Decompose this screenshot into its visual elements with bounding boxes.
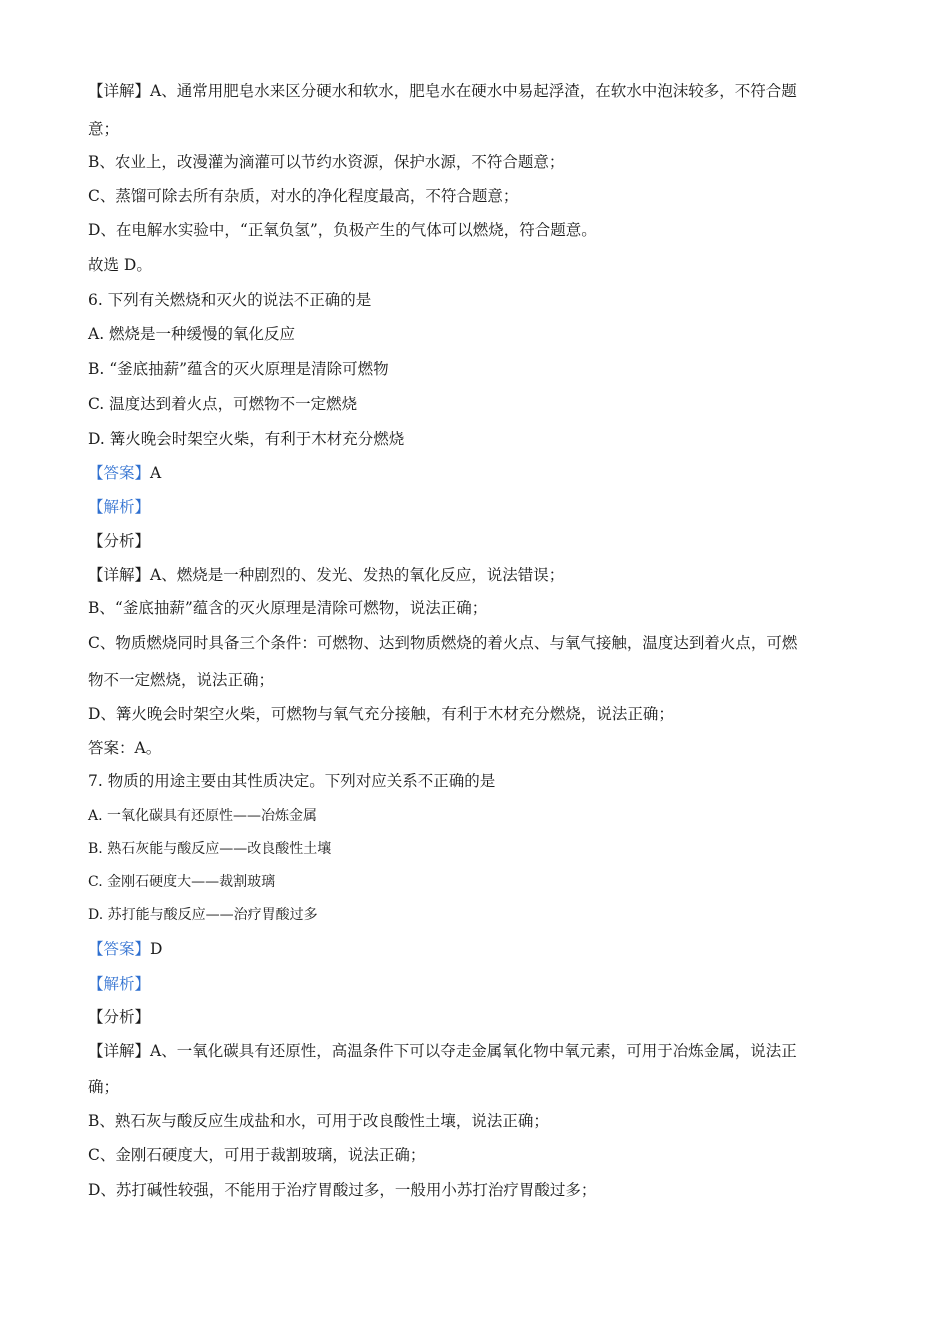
q6-option-a: A. 燃烧是一种缓慢的氧化反应: [88, 325, 296, 343]
q6-conclusion: 答案：A。: [88, 739, 162, 757]
q5-detail-a-line1: 【详解】A、通常用肥皂水来区分硬水和软水，肥皂水在硬水中易起浮渣，在软水中泡沫较多，不符合题: [88, 82, 797, 100]
q6-detail-a: 【详解】A、燃烧是一种剧烈的、发光、发热的氧化反应，说法错误；: [88, 566, 565, 584]
q6-stem: 6. 下列有关燃烧和灭火的说法不正确的是: [88, 291, 372, 309]
q7-detail-b: B、熟石灰与酸反应生成盐和水，可用于改良酸性土壤，说法正确；: [88, 1112, 549, 1130]
q7-detail-c: C、金刚石硬度大，可用于裁割玻璃，说法正确；: [88, 1146, 426, 1164]
q7-fenxi-tag: 【分析】: [88, 1008, 151, 1026]
q6-analysis-tag: 【解析】: [88, 498, 151, 516]
q6-detail-d: D、篝火晚会时架空火柴，可燃物与氧气充分接触，有利于木材充分燃烧，说法正确；: [88, 705, 674, 723]
q7-answer-value: D: [150, 940, 163, 958]
q7-answer-tag: 【答案】: [88, 940, 151, 958]
q6-option-d: D. 篝火晚会时架空火柴，有利于木材充分燃烧: [88, 430, 405, 448]
q6-answer-value: A: [150, 464, 162, 482]
q7-option-d: D. 苏打能与酸反应——治疗胃酸过多: [88, 907, 318, 923]
q7-option-c: C. 金刚石硬度大——裁割玻璃: [88, 874, 276, 890]
q6-answer-tag: 【答案】: [88, 464, 151, 482]
q7-option-a: A. 一氧化碳具有还原性——冶炼金属: [88, 808, 318, 824]
q7-stem: 7. 物质的用途主要由其性质决定。下列对应关系不正确的是: [88, 772, 496, 790]
q5-detail-c: C、蒸馏可除去所有杂质，对水的净化程度最高，不符合题意；: [88, 187, 519, 205]
q6-detail-c-line2: 物不一定燃烧，说法正确；: [88, 671, 275, 689]
q7-detail-d: D、苏打碱性较强，不能用于治疗胃酸过多，一般用小苏打治疗胃酸过多；: [88, 1181, 597, 1199]
q7-option-b: B. 熟石灰能与酸反应——改良酸性土壤: [88, 841, 332, 857]
q5-detail-a-line2: 意；: [88, 120, 120, 138]
q5-detail-d: D、在电解水实验中，“正氧负氢”，负极产生的气体可以燃烧，符合题意。: [88, 221, 597, 239]
q6-option-b: B. “釜底抽薪”蕴含的灭火原理是清除可燃物: [88, 360, 389, 378]
q7-detail-a-line1: 【详解】A、一氧化碳具有还原性，高温条件下可以夺走金属氧化物中氧元素，可用于冶炼金属，说法正: [88, 1042, 797, 1060]
q5-detail-b: B、农业上，改漫灌为滴灌可以节约水资源，保护水源，不符合题意；: [88, 153, 565, 171]
q6-fenxi-tag: 【分析】: [88, 532, 151, 550]
q6-detail-b: B、“釜底抽薪”蕴含的灭火原理是清除可燃物，说法正确；: [88, 599, 488, 617]
q6-option-c: C. 温度达到着火点，可燃物不一定燃烧: [88, 395, 358, 413]
q6-answer: [88, 462, 868, 484]
q6-detail-c-line1: C、物质燃烧同时具备三个条件：可燃物、达到物质燃烧的着火点、与氧气接触，温度达到着火点，可燃: [88, 634, 798, 652]
q7-detail-a-line2: 确；: [88, 1078, 120, 1096]
q7-analysis-tag: 【解析】: [88, 975, 151, 993]
q7-answer: [88, 938, 868, 960]
q5-conclusion: 故选 D。: [88, 256, 152, 274]
